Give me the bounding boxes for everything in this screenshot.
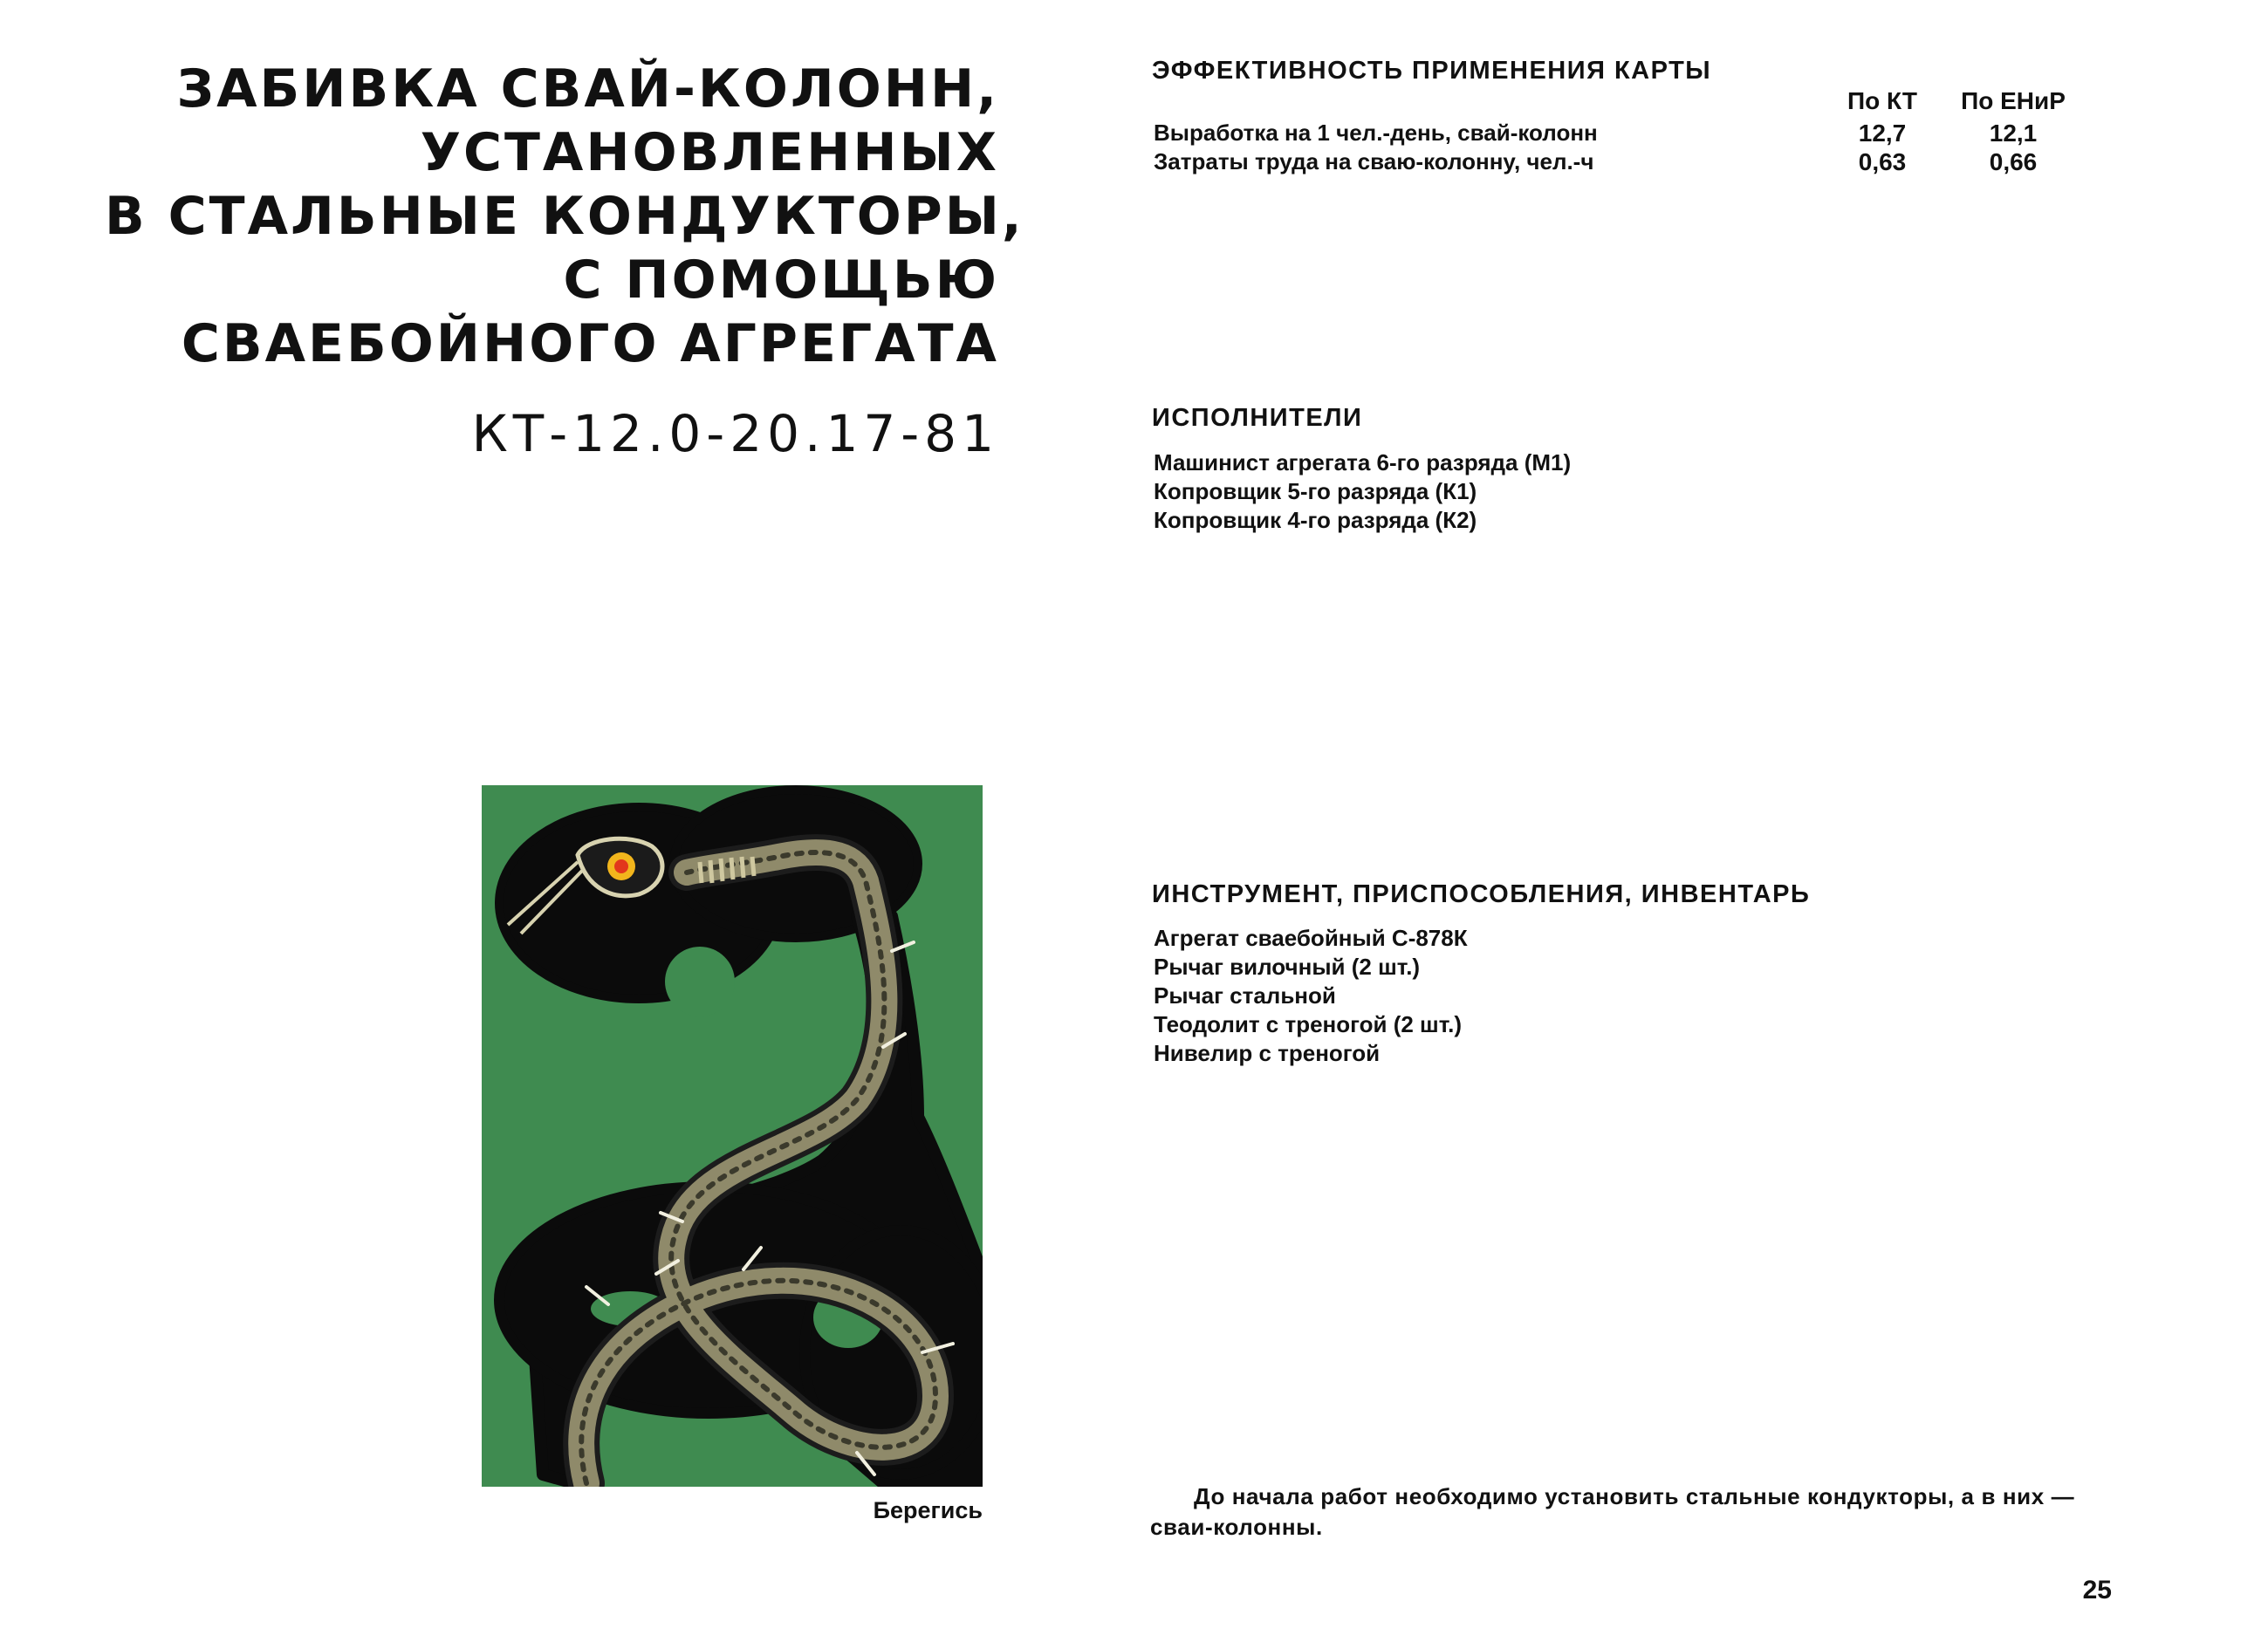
- list-item: Агрегат сваебойный С-878К: [1154, 925, 1468, 951]
- title-line: УСТАНОВЛЕННЫХ: [420, 122, 999, 183]
- efficiency-header-row: [1154, 84, 2079, 119]
- value-enir: 12,1: [1989, 120, 2038, 147]
- title-line: СВАЕБОЙНОГО АГРЕГАТА: [181, 313, 999, 374]
- table-row: [1154, 147, 2079, 176]
- column-header-kt: По КТ: [1847, 87, 1917, 114]
- tools-heading: ИНСТРУМЕНТ, ПРИСПОСОБЛЕНИЯ, ИНВЕНТАРЬ: [1152, 880, 1811, 908]
- title-line: С ПОМОЩЬЮ: [563, 250, 999, 311]
- column-header-enir: По ЕНиР: [1961, 87, 2066, 114]
- efficiency-table: [1154, 84, 2079, 176]
- performers-list: [1154, 448, 1571, 535]
- list-item: Копровщик 5-го разряда (К1): [1154, 478, 1477, 504]
- page-number: 25: [2082, 1576, 2112, 1605]
- performers-heading: ИСПОЛНИТЕЛИ: [1152, 404, 1363, 432]
- list-item: Копровщик 4-го разряда (К2): [1154, 507, 1477, 533]
- title-line: ЗАБИВКА СВАЙ-КОЛОНН,: [176, 58, 999, 120]
- note-text: До начала работ необходимо установить стальные кондукторы, а в них — сваи-колонны.: [1150, 1483, 2075, 1540]
- list-item: Машинист агрегата 6-го разряда (М1): [1154, 449, 1572, 476]
- row-label: Затраты труда на сваю-колонну, чел.-ч: [1154, 148, 1594, 174]
- snake-rope-drawing: [482, 785, 983, 1487]
- list-item: Нивелир с треногой: [1154, 1040, 1381, 1066]
- row-label: Выработка на 1 чел.-день, свай-колонн: [1154, 120, 1598, 146]
- tools-list: [1154, 924, 1468, 1068]
- table-row: [1154, 119, 2079, 147]
- efficiency-heading: ЭФФЕКТИВНОСТЬ ПРИМЕНЕНИЯ КАРТЫ: [1152, 57, 1712, 85]
- title-line: В СТАЛЬНЫЕ КОНДУКТОРЫ,: [105, 186, 1024, 247]
- card-code: КТ-12.0-20.17-81: [471, 404, 999, 463]
- value-kt: 12,7: [1858, 120, 1907, 147]
- efficiency-header-blank: [1154, 84, 1817, 119]
- value-kt: 0,63: [1858, 148, 1907, 175]
- list-item: Рычаг стальной: [1154, 982, 1336, 1009]
- page-title: [105, 58, 1024, 376]
- list-item: Рычаг вилочный (2 шт.): [1154, 954, 1421, 980]
- value-enir: 0,66: [1989, 148, 2038, 175]
- snake-rope-illustration: [482, 785, 983, 1487]
- illustration-caption: Берегись: [873, 1497, 983, 1523]
- list-item: Теодолит с треногой (2 шт.): [1154, 1011, 1463, 1037]
